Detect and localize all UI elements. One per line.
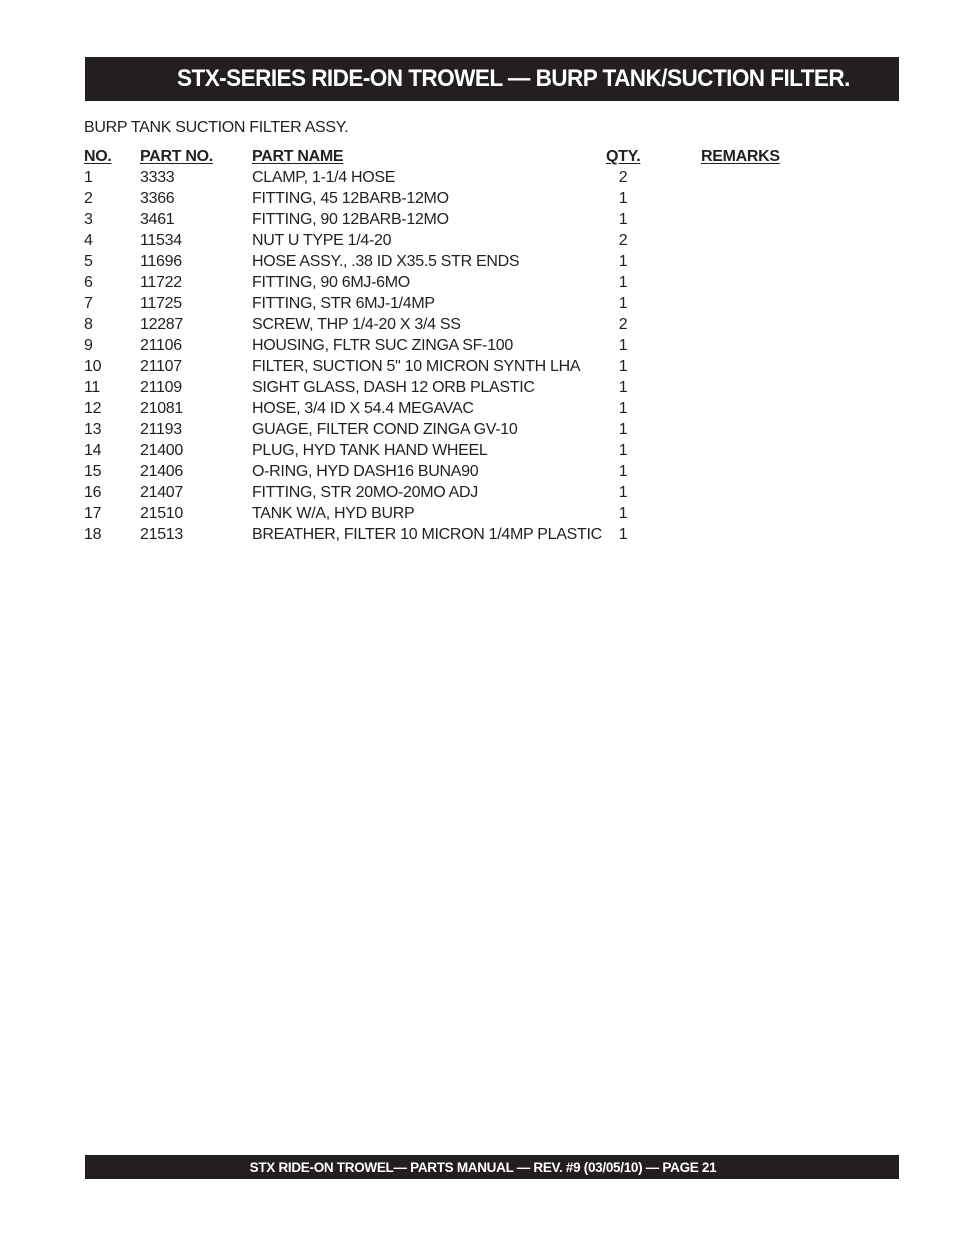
cell-qty: 1 bbox=[618, 190, 628, 207]
cell-part-no: 21109 bbox=[140, 379, 182, 396]
cell-part-name: FITTING, STR 6MJ-1/4MP bbox=[252, 295, 435, 312]
cell-qty: 1 bbox=[618, 505, 628, 522]
cell-part-no: 21406 bbox=[140, 463, 183, 480]
cell-part-no: 21400 bbox=[140, 442, 183, 459]
cell-part-no: 11725 bbox=[140, 295, 182, 312]
cell-part-no: 21107 bbox=[140, 358, 182, 375]
page-title: STX-SERIES RIDE-ON TROWEL — BURP TANK/SUCTION FILTER. bbox=[177, 65, 850, 92]
cell-part-name: HOUSING, FLTR SUC ZINGA SF-100 bbox=[252, 337, 513, 354]
cell-no: 8 bbox=[84, 316, 93, 333]
table-row bbox=[84, 272, 804, 293]
table-row bbox=[84, 461, 804, 482]
cell-qty: 1 bbox=[618, 295, 628, 312]
cell-part-name: SCREW, THP 1/4-20 X 3/4 SS bbox=[252, 316, 461, 333]
cell-part-name: GUAGE, FILTER COND ZINGA GV-10 bbox=[252, 421, 518, 438]
cell-qty: 1 bbox=[618, 526, 628, 543]
column-header-part-no: PART NO. bbox=[140, 148, 213, 165]
table-row bbox=[84, 293, 804, 314]
cell-part-name: SIGHT GLASS, DASH 12 ORB PLASTIC bbox=[252, 379, 535, 396]
footer-bar bbox=[85, 1155, 899, 1179]
cell-qty: 1 bbox=[618, 253, 628, 270]
cell-qty: 1 bbox=[618, 337, 628, 354]
cell-part-no: 11696 bbox=[140, 253, 182, 270]
cell-part-no: 12287 bbox=[140, 316, 183, 333]
cell-no: 1 bbox=[84, 169, 93, 186]
cell-part-no: 21106 bbox=[140, 337, 182, 354]
table-row bbox=[84, 314, 804, 335]
table-row bbox=[84, 251, 804, 272]
cell-qty: 1 bbox=[618, 211, 628, 228]
cell-qty: 1 bbox=[618, 274, 628, 291]
cell-part-name: FITTING, 45 12BARB-12MO bbox=[252, 190, 449, 207]
cell-no: 14 bbox=[84, 442, 102, 459]
parts-table bbox=[84, 146, 804, 545]
cell-part-name: CLAMP, 1-1/4 HOSE bbox=[252, 169, 396, 186]
table-row bbox=[84, 335, 804, 356]
column-header-qty: QTY. bbox=[606, 148, 641, 165]
cell-qty: 1 bbox=[618, 358, 628, 375]
column-header-remarks: REMARKS bbox=[701, 148, 780, 165]
cell-part-no: 3461 bbox=[140, 211, 175, 228]
cell-qty: 2 bbox=[618, 232, 628, 249]
cell-no: 12 bbox=[84, 400, 102, 417]
cell-part-no: 3333 bbox=[140, 169, 175, 186]
cell-part-no: 21513 bbox=[140, 526, 183, 543]
cell-part-name: HOSE ASSY., .38 ID X35.5 STR ENDS bbox=[252, 253, 520, 270]
cell-part-no: 21510 bbox=[140, 505, 183, 522]
cell-part-name: FILTER, SUCTION 5" 10 MICRON SYNTH LHA bbox=[252, 358, 581, 375]
cell-no: 10 bbox=[84, 358, 102, 375]
cell-no: 13 bbox=[84, 421, 102, 438]
cell-part-name: FITTING, 90 6MJ-6MO bbox=[252, 274, 410, 291]
cell-part-no: 11722 bbox=[140, 274, 182, 291]
table-row bbox=[84, 503, 804, 524]
cell-part-name: HOSE, 3/4 ID X 54.4 MEGAVAC bbox=[252, 400, 474, 417]
cell-qty: 1 bbox=[618, 400, 628, 417]
table-row bbox=[84, 482, 804, 503]
cell-no: 17 bbox=[84, 505, 102, 522]
cell-part-name: O-RING, HYD DASH16 BUNA90 bbox=[252, 463, 479, 480]
cell-part-name: PLUG, HYD TANK HAND WHEEL bbox=[252, 442, 488, 459]
cell-part-no: 21193 bbox=[140, 421, 182, 438]
cell-qty: 1 bbox=[618, 421, 628, 438]
cell-no: 18 bbox=[84, 526, 102, 543]
cell-no: 7 bbox=[84, 295, 93, 312]
cell-part-name: FITTING, 90 12BARB-12MO bbox=[252, 211, 449, 228]
cell-no: 4 bbox=[84, 232, 93, 249]
cell-part-name: FITTING, STR 20MO-20MO ADJ bbox=[252, 484, 479, 501]
section-title: BURP TANK SUCTION FILTER ASSY. bbox=[84, 119, 349, 136]
cell-no: 3 bbox=[84, 211, 93, 228]
table-row bbox=[84, 419, 804, 440]
header-bar bbox=[85, 57, 899, 101]
cell-no: 5 bbox=[84, 253, 93, 270]
table-header-row bbox=[84, 146, 804, 167]
table-body bbox=[84, 167, 804, 545]
table-row bbox=[84, 398, 804, 419]
cell-part-no: 21081 bbox=[140, 400, 183, 417]
cell-part-name: TANK W/A, HYD BURP bbox=[252, 505, 415, 522]
cell-no: 16 bbox=[84, 484, 102, 501]
column-header-part-name: PART NAME bbox=[252, 148, 344, 165]
cell-no: 9 bbox=[84, 337, 93, 354]
cell-no: 6 bbox=[84, 274, 93, 291]
table-row bbox=[84, 188, 804, 209]
cell-part-no: 11534 bbox=[140, 232, 182, 249]
table-row bbox=[84, 230, 804, 251]
column-header-no: NO. bbox=[84, 148, 112, 165]
footer-text: STX RIDE-ON TROWEL— PARTS MANUAL — REV. #9 (03/05/10) — PAGE 21 bbox=[249, 1159, 717, 1175]
cell-qty: 1 bbox=[618, 484, 628, 501]
cell-qty: 1 bbox=[618, 379, 628, 396]
cell-part-no: 3366 bbox=[140, 190, 175, 207]
cell-qty: 2 bbox=[618, 316, 628, 333]
table-row bbox=[84, 167, 804, 188]
cell-no: 15 bbox=[84, 463, 102, 480]
table-row bbox=[84, 356, 804, 377]
cell-qty: 1 bbox=[618, 463, 628, 480]
table-row bbox=[84, 209, 804, 230]
cell-no: 11 bbox=[84, 379, 101, 396]
cell-part-name: NUT U TYPE 1/4-20 bbox=[252, 232, 392, 249]
cell-qty: 1 bbox=[618, 442, 628, 459]
cell-part-no: 21407 bbox=[140, 484, 183, 501]
table-row bbox=[84, 440, 804, 461]
table-row bbox=[84, 524, 804, 545]
cell-qty: 2 bbox=[618, 169, 628, 186]
table-row bbox=[84, 377, 804, 398]
cell-part-name: BREATHER, FILTER 10 MICRON 1/4MP PLASTIC bbox=[252, 526, 602, 543]
cell-no: 2 bbox=[84, 190, 93, 207]
